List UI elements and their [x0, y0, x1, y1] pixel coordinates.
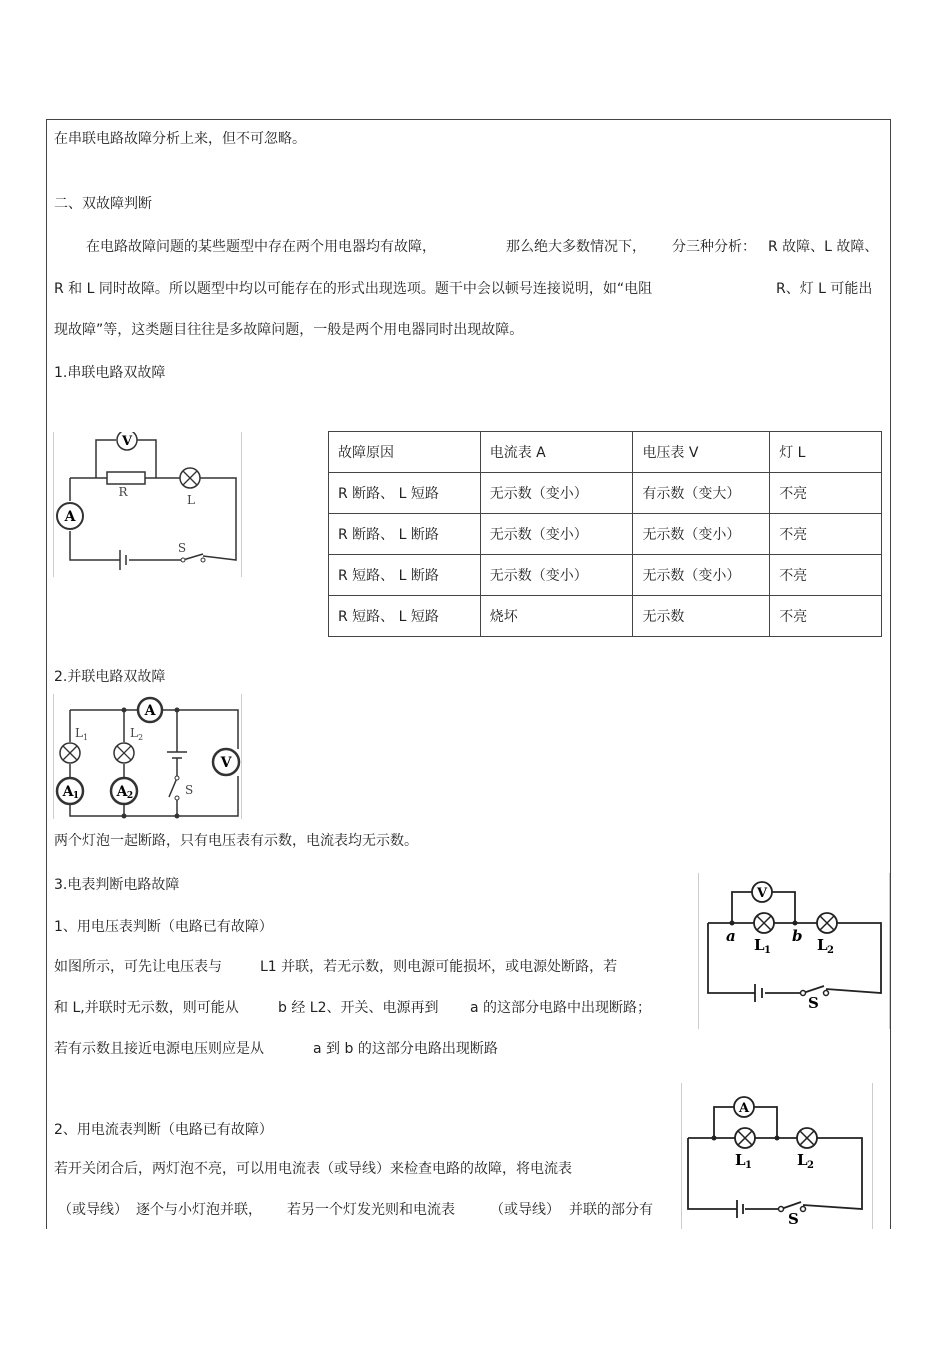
- method1-text: a 的这部分电路中出现断路；: [470, 1000, 652, 1016]
- svg-text:L: L: [187, 493, 195, 507]
- para1-text: 在电路故障问题的某些题型中存在两个用电器均有故障，: [86, 239, 436, 255]
- svg-text:S: S: [185, 783, 194, 797]
- para1-text: 那么绝大多数情况下，: [506, 239, 646, 255]
- table-row: [329, 596, 882, 637]
- table-cell: 电流表 A: [480, 432, 633, 473]
- svg-text:1: 1: [72, 791, 80, 801]
- ammeter-icon: [57, 503, 83, 529]
- svg-text:L: L: [130, 726, 138, 740]
- sub3-title: 3.电表判断电路故障: [54, 877, 180, 893]
- method2-text: （或导线）: [490, 1202, 560, 1218]
- bulb-l1-icon: [754, 913, 774, 933]
- voltmeter-icon: [117, 432, 137, 450]
- method1-text: 和 L,并联时无示数，则可能从: [54, 1000, 239, 1016]
- table-cell: 无示数（变小）: [633, 514, 770, 555]
- parallel-circuit-diagram: [53, 694, 242, 819]
- bulb-l2-icon: [114, 743, 134, 763]
- table-cell: 无示数（变小）: [480, 514, 633, 555]
- table-header-row: [329, 432, 882, 473]
- para1-text: R 故障、L 故障、: [768, 239, 879, 255]
- table-cell: 不亮: [770, 596, 882, 637]
- bulb-icon: [180, 468, 200, 488]
- table-cell: 灯 L: [770, 432, 882, 473]
- svg-text:2: 2: [827, 945, 834, 956]
- svg-text:2: 2: [126, 791, 134, 801]
- table-cell: R 断路、 L 短路: [329, 473, 481, 514]
- sub2-note: 两个灯泡一起断路，只有电压表有示数，电流表均无示数。: [54, 833, 418, 849]
- svg-text:S: S: [808, 994, 819, 1012]
- sub1-title: 1.串联电路双故障: [54, 365, 166, 381]
- svg-text:R: R: [118, 485, 128, 499]
- table-cell: 不亮: [770, 514, 882, 555]
- svg-text:A: A: [64, 509, 76, 525]
- table-cell: 故障原因: [329, 432, 481, 473]
- svg-text:1: 1: [745, 1160, 752, 1171]
- sub2-title: 2.并联电路双故障: [54, 669, 166, 685]
- table-row: [329, 514, 882, 555]
- voltmeter-check-diagram: [698, 873, 890, 1029]
- method1-text: a 到 b 的这部分电路出现断路: [313, 1041, 498, 1057]
- fault-table: [328, 431, 882, 637]
- table-cell: R 短路、 L 断路: [329, 555, 481, 596]
- svg-text:a: a: [726, 927, 736, 945]
- table-cell: 不亮: [770, 555, 882, 596]
- table-cell: 有示数（变大）: [633, 473, 770, 514]
- table-cell: 电压表 V: [633, 432, 770, 473]
- method2-text: 并联的部分有: [569, 1202, 653, 1218]
- table-row: [329, 473, 882, 514]
- method1-text: 如图所示，可先让电压表与: [54, 959, 222, 975]
- svg-text:S: S: [788, 1210, 799, 1228]
- svg-text:A: A: [116, 784, 128, 800]
- method1-text: 若有示数且接近电源电压则应是从: [54, 1041, 264, 1057]
- svg-text:L: L: [817, 936, 828, 954]
- method2-title: 2、用电流表判断（电路已有故障）: [54, 1122, 273, 1138]
- svg-text:A: A: [144, 703, 156, 719]
- svg-text:2: 2: [807, 1160, 814, 1171]
- method2-text: 若开关闭合后，两灯泡不亮，可以用电流表（或导线）来检查电路的故障，将电流表: [54, 1161, 572, 1177]
- svg-text:b: b: [792, 927, 803, 945]
- svg-text:L: L: [735, 1151, 746, 1169]
- svg-text:2: 2: [138, 733, 144, 742]
- method1-text: b 经 L2、开关、电源再到: [278, 1000, 439, 1016]
- para1-text: R、灯 L 可能出: [776, 281, 873, 297]
- table-cell: 烧坏: [480, 596, 633, 637]
- bulb-l1-icon: [735, 1128, 755, 1148]
- table-cell: R 短路、 L 短路: [329, 596, 481, 637]
- method1-text: L1 并联，若无示数，则电源可能损坏，或电源处断路，若: [260, 959, 618, 975]
- svg-text:A: A: [62, 784, 74, 800]
- svg-text:S: S: [177, 541, 187, 555]
- svg-text:A: A: [738, 1101, 750, 1116]
- ammeter-main-icon: [138, 698, 162, 722]
- bulb-l1-icon: [60, 743, 80, 763]
- svg-text:L: L: [754, 936, 765, 954]
- table-cell: 不亮: [770, 473, 882, 514]
- table-cell: 无示数（变小）: [633, 555, 770, 596]
- svg-text:1: 1: [83, 733, 89, 742]
- series-circuit-diagram: [53, 432, 242, 577]
- method2-text: 逐个与小灯泡并联，: [136, 1202, 262, 1218]
- table-cell: R 断路、 L 断路: [329, 514, 481, 555]
- voltmeter-icon: [752, 882, 772, 902]
- method1-title: 1、用电压表判断（电路已有故障）: [54, 919, 273, 935]
- intro-line: 在串联电路故障分析上来，但不可忽略。: [54, 131, 306, 147]
- para1-text: 现故障”等，这类题目往往是多故障问题，一般是两个用电器同时出现故障。: [54, 322, 524, 338]
- para1-text: 分三种分析：: [672, 239, 756, 255]
- method2-text: 若另一个灯发光则和电流表: [287, 1202, 455, 1218]
- ammeter-icon: [734, 1097, 754, 1117]
- section-title: 二、双故障判断: [54, 196, 152, 212]
- bulb-l2-icon: [797, 1128, 817, 1148]
- svg-text:1: 1: [764, 945, 771, 956]
- ammeter-a1-icon: [57, 778, 83, 804]
- svg-text:L: L: [797, 1151, 808, 1169]
- table-row: [329, 555, 882, 596]
- para1-text: R 和 L 同时故障。所以题型中均以可能存在的形式出现选项。题干中会以顿号连接说明，如“电阻: [54, 281, 653, 297]
- table-cell: 无示数（变小）: [480, 473, 633, 514]
- method2-text: （或导线）: [58, 1202, 128, 1218]
- svg-text:V: V: [220, 755, 232, 771]
- voltmeter-icon: [213, 749, 239, 775]
- svg-text:V: V: [121, 434, 133, 449]
- table-cell: 无示数（变小）: [480, 555, 633, 596]
- ammeter-check-diagram: [681, 1083, 873, 1229]
- table-cell: 无示数: [633, 596, 770, 637]
- svg-text:L: L: [75, 726, 83, 740]
- bulb-l2-icon: [817, 913, 837, 933]
- svg-text:V: V: [756, 886, 768, 901]
- ammeter-a2-icon: [111, 778, 137, 804]
